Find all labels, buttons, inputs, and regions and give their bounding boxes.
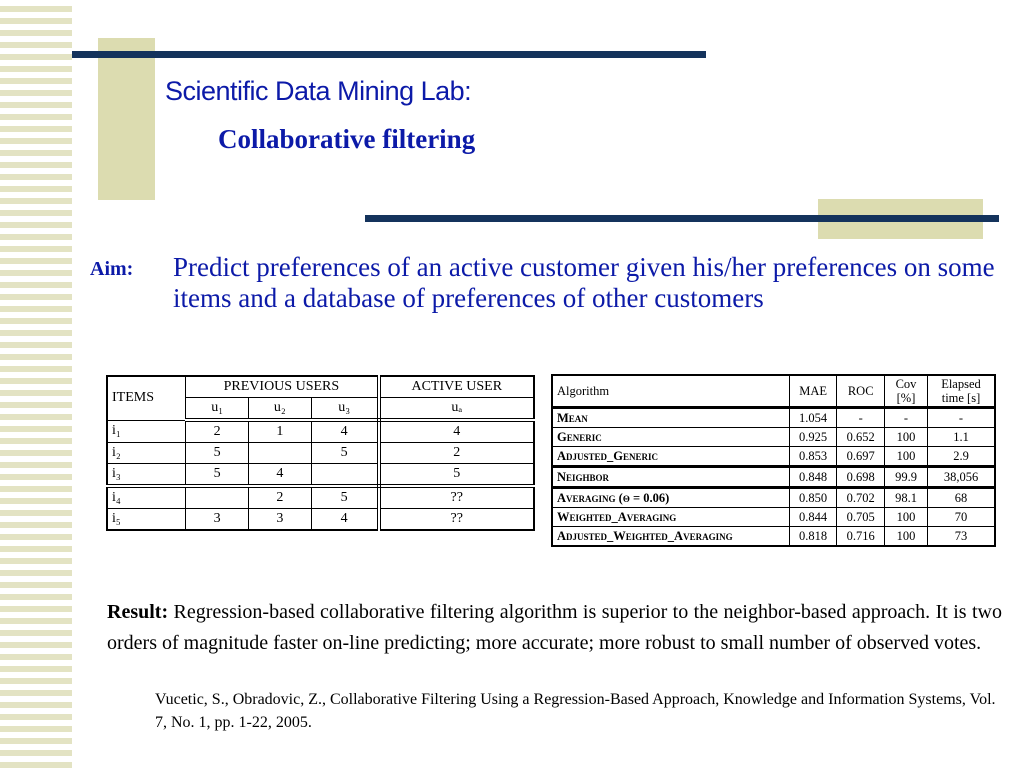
active-col-header: uₐ [379,398,534,421]
mae-cell: 1.054 [789,408,837,428]
roc-cell: 0.698 [837,467,885,488]
mae-cell: 0.844 [789,508,837,527]
cov-cell: 100 [885,428,928,447]
result-paragraph [107,597,1002,659]
roc-cell: 0.652 [837,428,885,447]
table-row [552,508,995,527]
active-rating-cell: ?? [379,486,534,509]
rating-cell: 4 [311,509,378,531]
elapsed-header: Elapsed time [s] [928,375,996,408]
ratings-table [106,375,535,531]
cov-cell: - [885,408,928,428]
algorithm-cell: Adjusted_Weighted_Averaging [552,527,789,547]
algorithm-cell: Adjusted_Generic [552,447,789,467]
rating-cell: 5 [186,464,249,487]
decorative-bar-middle [365,215,999,222]
active-rating-cell: 4 [379,420,534,443]
items-header: ITEMS [107,376,186,420]
table-row [552,447,995,467]
decorative-block-top [98,38,155,200]
decorative-stripes [0,0,72,768]
cov-header: Cov [%] [885,375,928,408]
rating-cell: 3 [249,509,312,531]
algorithm-cell: Averaging (θ = 0.06) [552,488,789,508]
table-row [552,467,995,488]
active-rating-cell: 2 [379,443,534,464]
roc-cell: 0.716 [837,527,885,547]
item-cell: i₄ [107,486,186,509]
table-row [107,486,534,509]
rating-cell: 1 [249,420,312,443]
rating-cell [186,486,249,509]
algorithm-header: Algorithm [552,375,789,408]
user-col-header: u₂ [249,398,312,421]
item-cell: i₃ [107,464,186,487]
slide-title: Scientific Data Mining Lab: [165,76,472,106]
mae-cell: 0.848 [789,467,837,488]
item-cell: i₁ [107,420,186,443]
item-cell: i₅ [107,509,186,531]
elapsed-cell: 1.1 [928,428,996,447]
decorative-bar-top [72,51,706,58]
roc-cell: 0.697 [837,447,885,467]
algorithm-cell: Weighted_Averaging [552,508,789,527]
roc-cell: - [837,408,885,428]
cov-cell: 98.1 [885,488,928,508]
active-user-header: ACTIVE USER [379,376,534,398]
mae-header: MAE [789,375,837,408]
rating-cell: 3 [186,509,249,531]
rating-cell: 2 [186,420,249,443]
algorithm-cell: Neighbor [552,467,789,488]
mae-cell: 0.850 [789,488,837,508]
table-row [107,464,534,487]
cov-cell: 100 [885,527,928,547]
citation: Vucetic, S., Obradovic, Z., Collaborative Filtering Using a Regression-Based Approach, Knowledge and Information Systems, Vol. 7, No. 1, pp. 1-22, 2005. [155,691,996,731]
results-table [551,374,996,547]
table-row [552,527,995,547]
roc-cell: 0.705 [837,508,885,527]
item-cell: i₂ [107,443,186,464]
aim-text: Predict preferences of an active customer given his/her preferences on some items and a database of preferences of other customers [173,252,995,313]
elapsed-cell: 2.9 [928,447,996,467]
elapsed-cell: 70 [928,508,996,527]
rating-cell [311,464,378,487]
algorithm-cell: Mean [552,408,789,428]
table-row [107,420,534,443]
rating-cell: 2 [249,486,312,509]
roc-cell: 0.702 [837,488,885,508]
algorithm-cell: Generic [552,428,789,447]
table-row [107,509,534,531]
rating-cell [249,443,312,464]
elapsed-cell: 68 [928,488,996,508]
rating-cell: 5 [311,486,378,509]
roc-header: ROC [837,375,885,408]
table-row [552,408,995,428]
elapsed-cell: 38,056 [928,467,996,488]
user-col-header: u₃ [311,398,378,421]
user-col-header: u₁ [186,398,249,421]
rating-cell: 4 [249,464,312,487]
table-row [552,488,995,508]
mae-cell: 0.818 [789,527,837,547]
slide-subtitle: Collaborative filtering [218,124,476,154]
mae-cell: 0.925 [789,428,837,447]
elapsed-cell: - [928,408,996,428]
cov-cell: 100 [885,447,928,467]
cov-cell: 100 [885,508,928,527]
active-rating-cell: ?? [379,509,534,531]
cov-cell: 99.9 [885,467,928,488]
rating-cell: 4 [311,420,378,443]
previous-users-header: PREVIOUS USERS [186,376,379,398]
elapsed-cell: 73 [928,527,996,547]
active-rating-cell: 5 [379,464,534,487]
mae-cell: 0.853 [789,447,837,467]
aim-label: Aim: [90,258,134,280]
result-label: Result: [107,601,169,623]
result-text: Regression-based collaborative filtering algorithm is superior to the neighbor-based approach. It is two orders of magnitude faster on-line predicting; more accurate; more robust to small number of observed votes. [107,601,1002,654]
rating-cell: 5 [186,443,249,464]
rating-cell: 5 [311,443,378,464]
table-row [107,443,534,464]
table-row [552,428,995,447]
